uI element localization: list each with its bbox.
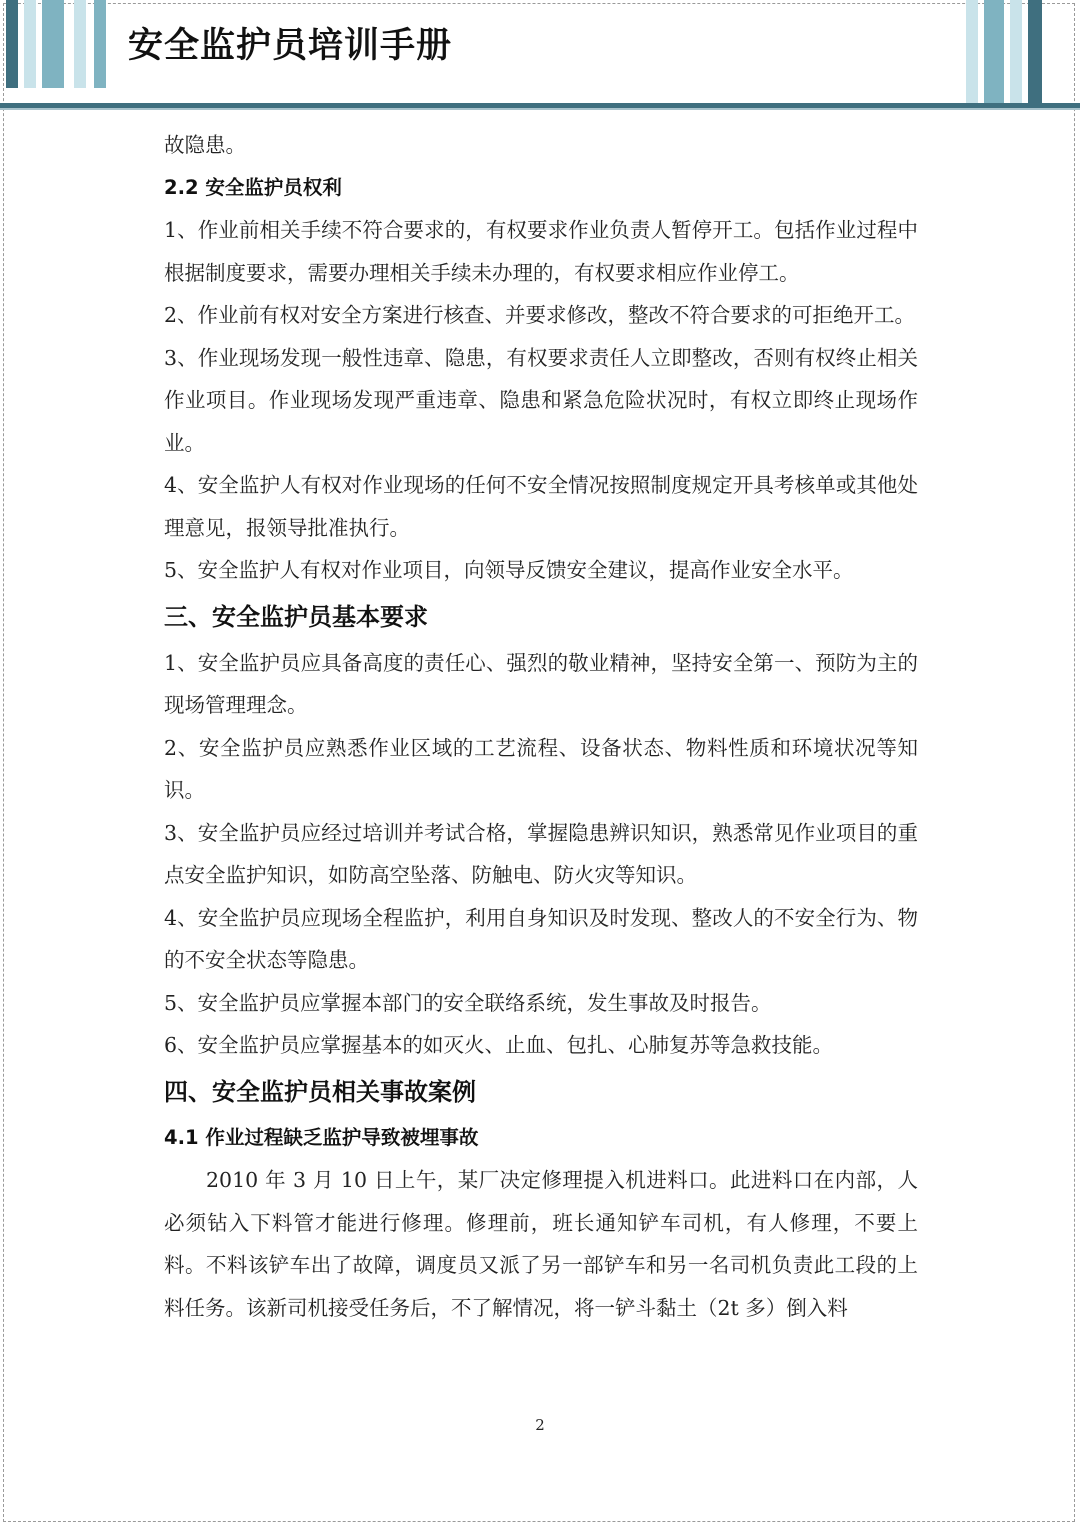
page-header: [0, 0, 1080, 112]
section-2-2-heading: 2.2 安全监护员权利: [164, 175, 342, 199]
page-number: 2: [535, 1416, 545, 1434]
section-4-1-heading: 4.1 作业过程缺乏监护导致被埋事故: [164, 1125, 479, 1149]
header-rule-shadow: [0, 108, 1080, 110]
requirement-item: 2、安全监护员应熟悉作业区域的工艺流程、设备状态、物料性质和环境状况等知识。: [164, 735, 918, 802]
rights-item: 3、作业现场发现一般性违章、隐患，有权要求责任人立即整改，否则有权终止相关作业项目。作业现场发现严重违章、隐患和紧急危险状况时，有权立即终止现场作业。: [164, 345, 918, 455]
rights-item: 5、安全监护人有权对作业项目，向领导反馈安全建议，提高作业安全水平。: [164, 558, 854, 582]
case-paragraph: 2010 年 3 月 10 日上午，某厂决定修理提入机进料口。此进料口在内部，人必须钻入下料管才能进行修理。修理前，班长通知铲车司机，有人修理，不要上料。不料该铲车出了故障，调度员又派了另一部铲车和另一名司机负责此工段的上料任务。该新司机接受任务后，不了解情况，将一铲斗黏土（2t 多）倒入料: [164, 1168, 918, 1320]
requirement-item: 4、安全监护员应现场全程监护，利用自身知识及时发现、整改人的不安全行为、物的不安全状态等隐患。: [164, 905, 918, 972]
requirement-item: 1、安全监护员应具备高度的责任心、强烈的敬业精神，坚持安全第一、预防为主的现场管理理念。: [164, 650, 918, 717]
section-4-heading: 四、安全监护员相关事故案例: [164, 1077, 476, 1106]
requirement-item: 3、安全监护员应经过培训并考试合格，掌握隐患辨识知识，熟悉常见作业项目的重点安全监护知识，如防高空坠落、防触电、防火灾等知识。: [164, 820, 918, 887]
header-stripe-right-3: [1010, 0, 1022, 103]
header-stripe-left-4: [74, 0, 86, 88]
rights-item: 2、作业前有权对安全方案进行核查、并要求修改，整改不符合要求的可拒绝开工。: [164, 303, 916, 327]
requirement-item: 5、安全监护员应掌握本部门的安全联络系统，发生事故及时报告。: [164, 990, 772, 1015]
header-stripe-right-2: [984, 0, 1004, 103]
header-stripe-right-4: [1028, 0, 1042, 103]
rights-item: 1、作业前相关手续不符合要求的，有权要求作业负责人暂停开工。包括作业过程中根据制度要求，需要办理相关手续未办理的，有权要求相应作业停工。: [164, 218, 918, 285]
continuation-paragraph: 故隐患。: [164, 133, 246, 157]
requirement-item: 6、安全监护员应掌握基本的如灭火、止血、包扎、心肺复苏等急救技能。: [164, 1033, 834, 1057]
document-body: [164, 124, 918, 1329]
page-title: 安全监护员培训手册: [128, 26, 453, 66]
header-stripe-left-5: [94, 0, 106, 88]
header-stripe-left-3: [42, 0, 64, 88]
header-stripe-left-1: [6, 0, 18, 88]
rights-item: 4、安全监护人有权对作业现场的任何不安全情况按照制度规定开具考核单或其他处理意见，报领导批准执行。: [164, 473, 918, 540]
header-stripe-right-1: [966, 0, 978, 103]
section-3-heading: 三、安全监护员基本要求: [164, 602, 428, 631]
header-stripe-left-2: [24, 0, 36, 88]
